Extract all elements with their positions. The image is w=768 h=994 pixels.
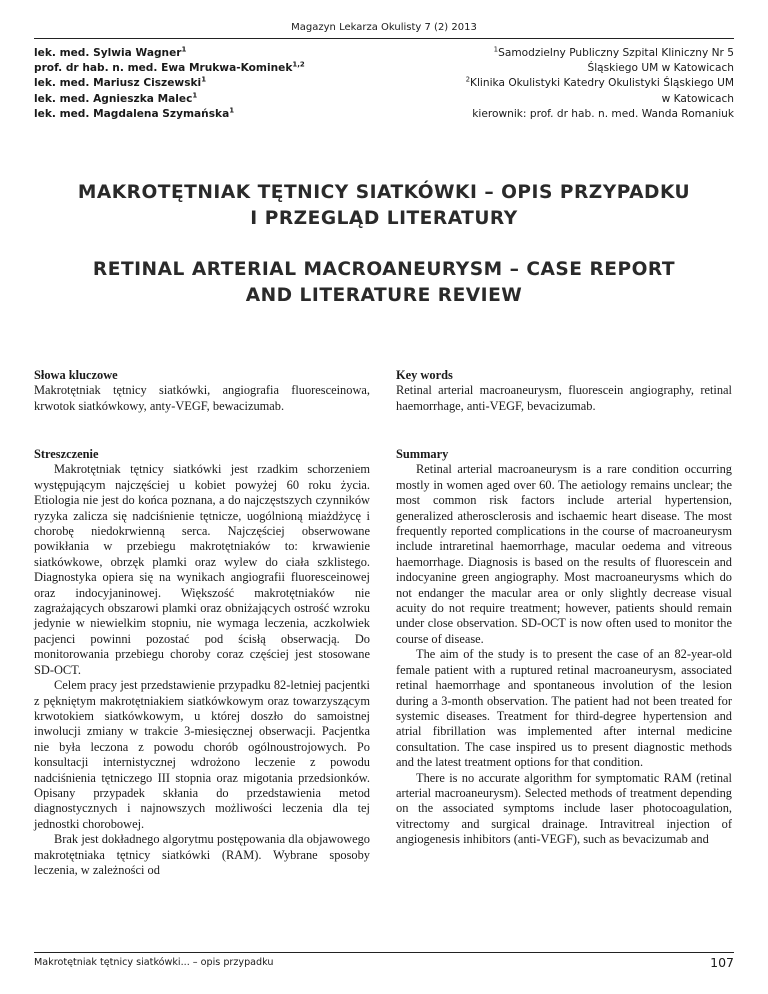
summary-polish — [34, 447, 370, 878]
affiliation-line — [466, 61, 734, 76]
keywords-heading: Słowa kluczowe — [34, 368, 118, 382]
summary-paragraph: The aim of the study is to present the case of an 82-year-old female patient with a ruptured retinal macroaneurysm, associated retinal haemorrhage and spontaneous involution of the lesion during a 3-month observation. The patient had not been treated for systemic diseases. Treatment for third-degree hypertension and atrial fibrillation was implemented after internal medicine consultation. The case inspired us to present diagnostic methods and the latest treatment options for that condition. — [396, 647, 732, 770]
author — [34, 107, 305, 122]
title-polish — [0, 180, 768, 232]
author — [34, 46, 305, 61]
summary-paragraph: Retinal arterial macroaneurysm is a rare condition occurring mostly in women aged over 60. The aetiology remains unclear; the most common risk factors include arterial hypertension, generalized atherosclerosis and ischaemic heart disease. The most frequently reported complications in the course of macroaneurysm include intraretinal haemorrhage, macular oedema and vitreous haemorrhage. Diagnosis is based on the results of fluorescein and indocyanine green angiography. Most macroaneurysms which do not endanger the macular area or only slightly decrease visual acuity do not require treatment; however, patients should remain under close observation. SD-OCT is now often used to monitor the course of disease. — [396, 462, 732, 646]
affiliation-text: Śląskiego UM w Katowicach — [587, 62, 734, 75]
summary-english — [396, 447, 732, 848]
affiliation-line — [466, 107, 734, 122]
title-line: AND LITERATURE REVIEW — [245, 285, 523, 306]
keywords-heading: Key words — [396, 368, 453, 382]
footer-rule — [34, 952, 734, 953]
author — [34, 92, 305, 107]
summary-paragraph: Makrotętniak tętnicy siatkówki jest rzadkim schorzeniem występującym najczęściej u kobiet powyżej 60 roku życia. Etiologia nie jest do końca poznana, a do najczęstszych czynników ryzyka zalicza się nadciśnienie tętnicze, uogólnioną miażdżycę i chorobę niedokrwienną serca. Najczęściej obserwowane powikłania w przebiegu makrotętniaków to: krwawienie siatkówkowe, obrzęk plamki oraz wylew do ciała szklistego. Diagnostyka opiera się na wynikach angiografii fluoresceinowej oraz indocyjaninowej. Większość makrotętniaków nie zagrażających obszarowi plamki oraz obniżających ostrość wzroku jedynie w niewielkim stopniu, nie wymaga leczenia, aczkolwiek pacjenci powinni pozostać pod ścisłą obserwacją. Do monitorowania przebiegu choroby coraz częściej jest stosowane SD-OCT. — [34, 462, 370, 677]
title-english — [0, 257, 768, 309]
author-name: lek. med. Mariusz Ciszewski — [34, 77, 202, 90]
affiliation-text: kierownik: prof. dr hab. n. med. Wanda Romaniuk — [472, 107, 734, 120]
title-line: RETINAL ARTERIAL MACROANEURYSM – CASE REPORT — [92, 259, 676, 280]
author-sup: 1 — [229, 106, 235, 115]
author-name: prof. dr hab. n. med. Ewa Mrukwa-Kominek — [34, 62, 293, 75]
author-sup: 1,2 — [292, 60, 305, 69]
keywords-text: Retinal arterial macroaneurysm, fluorescein angiography, retinal haemorrhage, anti-VEGF, bevacizumab. — [396, 383, 732, 413]
keywords-polish — [34, 368, 370, 414]
affiliation-text: w Katowicach — [661, 92, 734, 105]
affiliation-sup: 2 — [465, 75, 471, 84]
title-line: I PRZEGLĄD LITERATURY — [250, 208, 518, 229]
summary-heading: Summary — [396, 447, 449, 461]
keywords-text: Makrotętniak tętnicy siatkówki, angiografia fluoresceinowa, krwotok siatkówkowy, anty-VEGF, bewacizumab. — [34, 383, 370, 413]
affiliation-sup: 1 — [493, 45, 499, 54]
author — [34, 61, 305, 76]
author-sup: 1 — [192, 91, 198, 100]
author-list — [34, 46, 305, 122]
author-name: lek. med. Sylwia Wagner — [34, 47, 182, 59]
journal-header: Magazyn Lekarza Okulisty 7 (2) 2013 — [291, 22, 477, 33]
running-title: Makrotętniak tętnicy siatkówki... – opis przypadku — [34, 957, 274, 968]
affiliation-list — [466, 46, 734, 122]
title-line: MAKROTĘTNIAK TĘTNICY SIATKÓWKI – OPIS PRZYPADKU — [77, 182, 691, 203]
author-sup: 1 — [201, 75, 207, 84]
affiliation-text: Klinika Okulistyki Katedry Okulistyki Śląskiego UM — [470, 77, 734, 90]
affiliation-line — [466, 76, 734, 91]
summary-heading: Streszczenie — [34, 447, 99, 461]
affiliation-line — [466, 46, 734, 61]
page-number: 107 — [710, 955, 734, 970]
author-sup: 1 — [181, 45, 187, 54]
header-rule — [34, 38, 734, 39]
author — [34, 76, 305, 91]
author-name: lek. med. Agnieszka Malec — [34, 92, 193, 105]
affiliation-text: Samodzielny Publiczny Szpital Kliniczny Nr 5 — [498, 47, 734, 59]
affiliation-line — [466, 92, 734, 107]
author-name: lek. med. Magdalena Szymańska — [34, 107, 230, 120]
summary-paragraph: Celem pracy jest przedstawienie przypadku 82-letniej pacjentki z pękniętym makrotętniakiem siatkówkowym oraz towarzyszącym krwotokiem siatkówkowym, u której doszło do samoistnej inwolucji zmiany w trakcie 3-miesięcznej obserwacji. Pacjentka nie była leczona z powodu chorób ogólnoustrojowych. Po konsultacji internistycznej wdrożono leczenie z powodu nadciśnienia tętniczego III stopnia oraz migotania przedsionków. Opisany przypadek skłania do przedstawienia metod diagnostycznych i najnowszych możliwości leczenia dla tej jednostki chorobowej. — [34, 678, 370, 831]
keywords-english — [396, 368, 732, 414]
summary-paragraph: Brak jest dokładnego algorytmu postępowania dla objawowego makrotętniaka tętnicy siatkówki (RAM). Wybrane sposoby leczenia, w zależności od — [34, 832, 370, 877]
summary-paragraph: There is no accurate algorithm for symptomatic RAM (retinal arterial macroaneurysm). Selected methods of treatment depending on the associated symptoms include laser photocoagulation, vitrectomy and surgical drainage. Intravitreal injection of angiogenesis inhibitors (anti-VEGF), such as bevacizumab and — [396, 770, 732, 847]
